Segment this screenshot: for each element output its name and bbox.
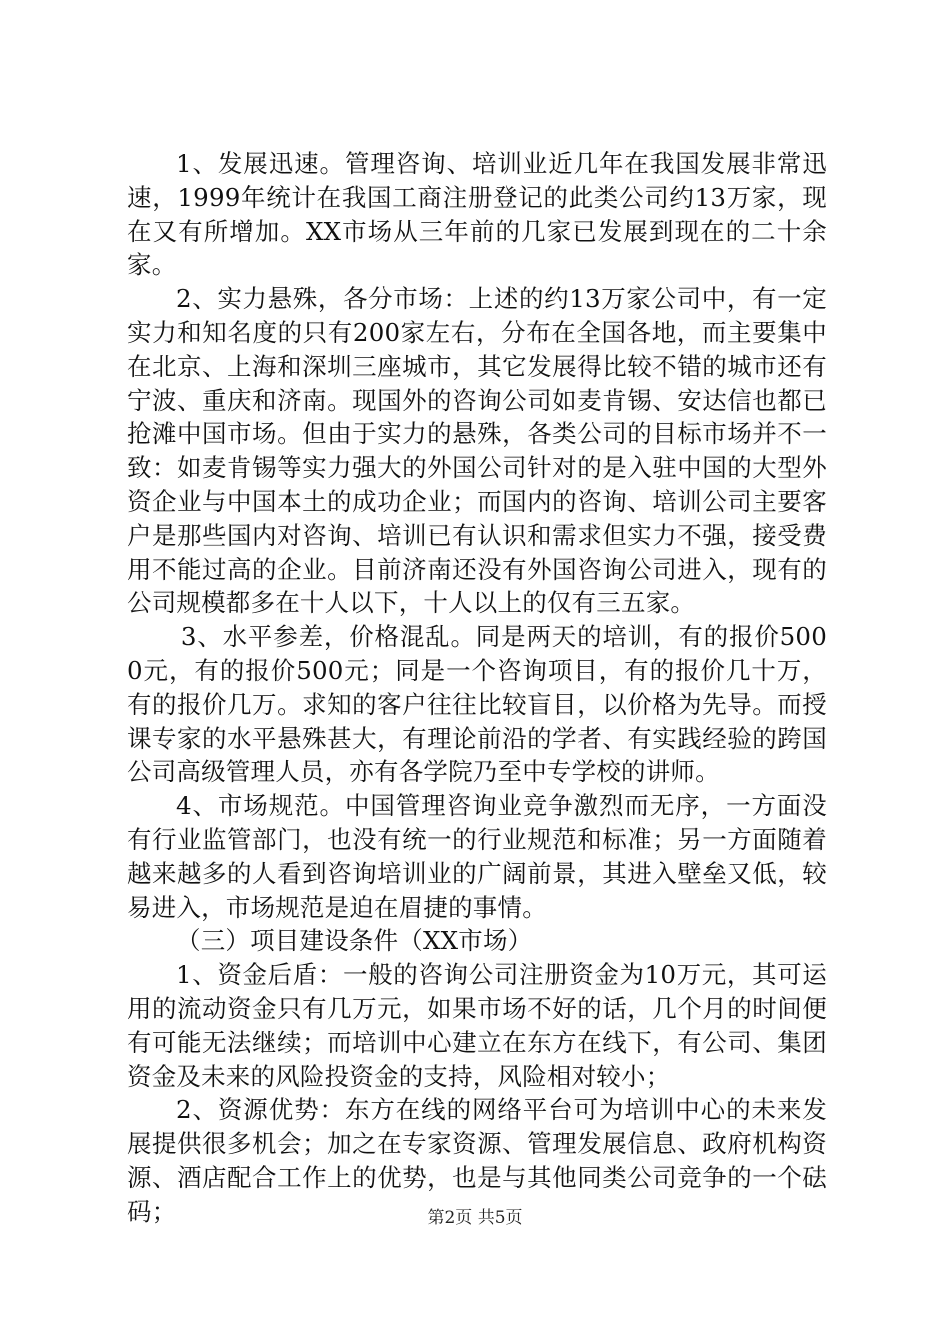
paragraph-funding-support: 1、资金后盾：一般的咨询公司注册资金为10万元，其可运用的流动资金只有几万元，如果市场不好的话，几个月的时间便有可能无法继续；而培训中心建立在东方在线下，有公司、集团资金及未来的风险投资金的支持，风险相对较小；: [127, 960, 827, 1091]
paragraph-market-regulation: 4、市场规范。中国管理咨询业竞争激烈而无序，一方面没有行业监管部门，也没有统一的行业规范和标准；另一方面随着越来越多的人看到咨询培训业的广阔前景，其进入壁垒又低，较易进入，市场规范是迫在眉捷的事情。: [127, 791, 827, 922]
page-number-footer: 第2页 共5页: [427, 1208, 523, 1228]
paragraph-development-speed: 1、发展迅速。管理咨询、培训业近几年在我国发展非常迅速，1999年统计在我国工商注册登记的此类公司约13万家，现在又有所增加。XX市场从三年前的几家已发展到现在的二十余家。: [127, 149, 827, 280]
paragraph-strength-gap: 2、实力悬殊，各分市场：上述的约13万家公司中，有一定实力和知名度的只有200家左右，分布在全国各地，而主要集中在北京、上海和深圳三座城市，其它发展得比较不错的城市还有宁波、重庆和济南。现国外的咨询公司如麦肯锡、安达信也都已抢滩中国市场。但由于实力的悬殊，各类公司的目标市场并不一致：如麦肯锡等实力强大的外国公司针对的是入驻中国的大型外资企业与中国本土的成功企业；而国内的咨询、培训公司主要客户是那些国内对咨询、培训已有认识和需求但实力不强，接受费用不能过高的企业。目前济南还没有外国咨询公司进入，现有的公司规模都多在十人以下，十人以上的仅有三五家。: [127, 284, 827, 618]
section-heading-project-conditions: （三）项目建设条件（XX市场）: [176, 926, 533, 956]
paragraph-price-chaos: 3、水平参差，价格混乱。同是两天的培训，有的报价5000元，有的报价500元；同是一个咨询项目，有的报价几十万，有的报价几万。求知的客户往往比较盲目，以价格为先导。而授课专家的水平悬殊甚大，有理论前沿的学者、有实践经验的跨国公司高级管理人员，亦有各学院乃至中专学校的讲师。: [127, 622, 827, 787]
document-body: [127, 147, 827, 1229]
paragraph-resource-advantage: 2、资源优势：东方在线的网络平台可为培训中心的未来发展提供很多机会；加之在专家资源、管理发展信息、政府机构资源、酒店配合工作上的优势，也是与其他同类公司竞争的一个砝码；: [127, 1095, 827, 1226]
